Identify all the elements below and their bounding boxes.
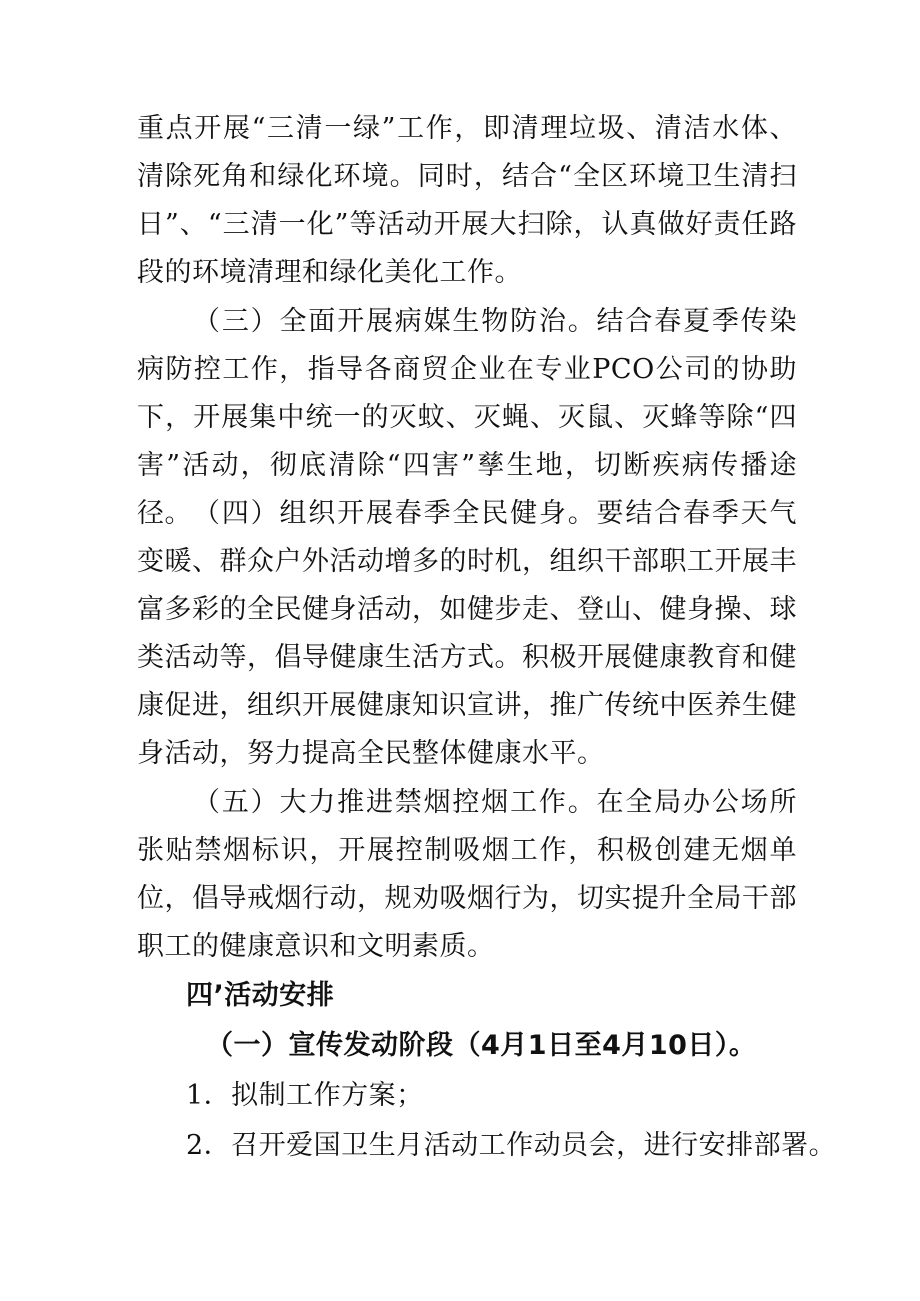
paragraph-vector-control: （三）全面开展病媒生物防治。结合春夏季传染病防控工作，指导各商贸企业在专业PCO公司的协助下，开展集中统一的灭蚊、灭蝇、灭鼠、灭蜂等除“四害”活动，彻底清除“四害”孳生地，切断疾病传播途径。 xyxy=(137,306,797,529)
paragraph-environment-cleanup: 重点开展“三清一绿”工作，即清理垃圾、清洁水体、清除死角和绿化环境。同时，结合“全区环境卫生清扫日”、“三清一化”等活动开展大扫除，认真做好责任路段的环境清理和绿化美化工作。 xyxy=(137,113,797,288)
list-item: 1．拟制工作方案； xyxy=(186,1080,424,1111)
paragraph-fitness: （四）组织开展春季全民健身。要结合春季天气变暖、群众户外活动增多的时机，组织干部职工开展丰富多彩的全民健身活动，如健步走、登山、健身操、球类活动等，倡导健康生活方式。积极开展健康教育和健康促进，组织开展健康知识宣讲，推广传统中医养生健身活动，努力提高全民整体健康水平。 xyxy=(137,498,797,769)
list-item: 2．召开爱国卫生月活动工作动员会，进行安排部署。 xyxy=(186,1130,837,1161)
paragraph-tobacco-control: （五）大力推进禁烟控烟工作。在全局办公场所张贴禁烟标识，开展控制吸烟工作，积极创建无烟单位，倡导戒烟行动，规劝吸烟行为，切实提升全局干部职工的健康意识和文明素质。 xyxy=(137,787,797,962)
subsection-heading: （一）宣传发动阶段（4月1日至4月10日）。 xyxy=(206,1030,757,1061)
section-heading: 四’活动安排 xyxy=(186,980,335,1011)
